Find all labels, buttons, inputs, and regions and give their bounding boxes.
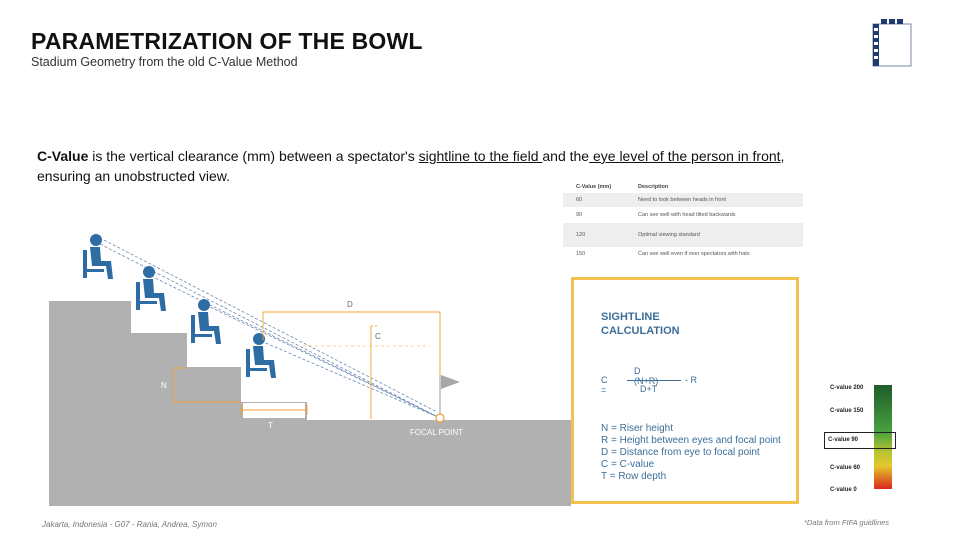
label-d: D	[347, 300, 353, 309]
stand-steps	[49, 301, 571, 506]
sightline-calculation-box	[571, 277, 799, 504]
scale-label: C-value 200	[830, 385, 864, 391]
label-n: N	[161, 381, 167, 390]
focal-point-marker	[436, 414, 444, 422]
formula-tail: - R	[685, 375, 697, 385]
slide-subtitle: Stadium Geometry from the old C-Value Method	[31, 55, 298, 69]
cvalue-header-description: Description	[638, 184, 669, 190]
spectator-icon	[191, 299, 221, 344]
cvalue-cell: 60	[576, 197, 583, 203]
spectator-icon	[246, 333, 276, 378]
spectator-icon	[83, 234, 113, 279]
intro-eye-level-link: eye level of the person in front	[589, 148, 781, 164]
focal-point-label: FOCAL POINT	[410, 428, 464, 437]
footer-credits: Jakarta, Indonesia - G07 - Rania, Andrea, Symon	[42, 520, 217, 529]
spectator-icon	[136, 266, 166, 311]
variable-legend	[601, 423, 781, 483]
label-t: T	[268, 421, 273, 430]
intro-text-3: ,	[780, 148, 785, 164]
calc-title	[601, 310, 721, 338]
formula-lhs: C =	[601, 375, 608, 395]
description-cell: Optimal viewing standard	[638, 232, 700, 238]
legend-item: R = Height between eyes and focal point	[601, 435, 781, 446]
description-cell: Can see well with head tilted backwards	[638, 212, 736, 218]
intro-sightline-link: sightline to the field	[418, 148, 543, 164]
description-cell: Can see well even if over spectators with hats	[638, 251, 750, 257]
slide-title: PARAMETRIZATION OF THE BOWL	[31, 28, 423, 54]
label-r: R	[374, 372, 380, 381]
fraction-bar	[627, 380, 681, 381]
intro-term: C-Value	[37, 148, 89, 164]
intro-text-line2: ensuring an unobstructed view.	[37, 168, 231, 184]
scale-label-highlighted: C-value 90	[828, 437, 859, 443]
cvalue-cell: 90	[576, 212, 583, 218]
scale-label: C-value 60	[830, 465, 861, 471]
calc-title-line1: SIGHTLINE	[601, 311, 660, 323]
riser-front	[243, 403, 305, 418]
scale-label: C-value 0	[830, 487, 857, 493]
calc-title-line2: CALCULATION	[601, 325, 680, 337]
description-cell: Need to look between heads in front	[638, 197, 727, 203]
footer-source: *Data from FIFA guidlines	[804, 518, 890, 527]
legend-item: C = C-value	[601, 459, 655, 470]
legend-item: D = Distance from eye to focal point	[601, 447, 760, 458]
flag-icon	[441, 375, 460, 389]
cvalue-header-value: C-Value (mm)	[576, 184, 612, 190]
formula-numerator: D (N+R)	[634, 366, 659, 386]
label-c: C	[375, 332, 381, 341]
legend-item: T = Row depth	[601, 471, 667, 482]
intro-text-2: and the	[542, 148, 590, 164]
legend-item: N = Riser height	[601, 423, 673, 434]
cvalue-cell: 150	[576, 251, 586, 257]
cvalue-cell: 120	[576, 232, 586, 238]
intro-text-1: is the vertical clearance (mm) between a spectator's	[88, 148, 419, 164]
formula-denominator: D+T	[640, 384, 658, 394]
scale-label: C-value 150	[830, 408, 864, 414]
